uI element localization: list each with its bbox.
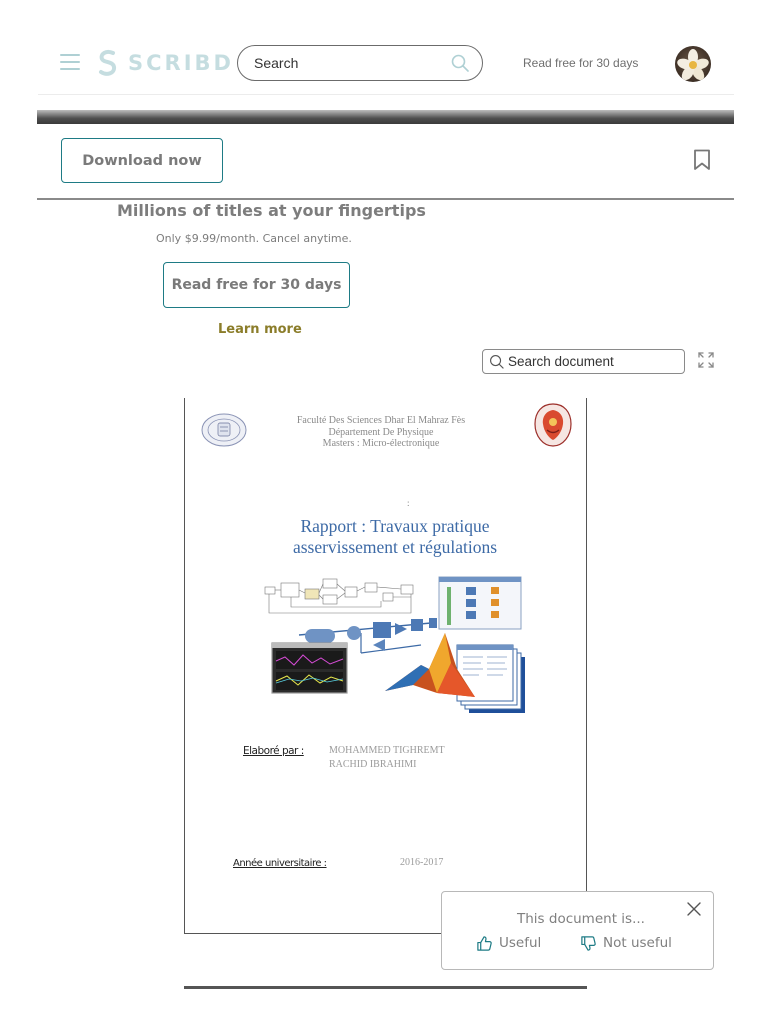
author-2: RACHID IBRAHIMI bbox=[329, 759, 417, 770]
document-title bbox=[225, 516, 565, 558]
site-search-box[interactable] bbox=[237, 45, 483, 81]
annee-universitaire-label: Année universitaire : bbox=[233, 858, 327, 869]
user-avatar[interactable] bbox=[675, 46, 711, 82]
author-1: MOHAMMED TIGHREMT bbox=[329, 745, 445, 756]
department-line: Département De Physique bbox=[328, 426, 434, 438]
simulink-block-diagram bbox=[265, 579, 413, 613]
document-search-box[interactable] bbox=[482, 349, 685, 374]
document-toolbar bbox=[37, 124, 734, 200]
not-useful-button[interactable] bbox=[580, 933, 672, 953]
not-useful-label: Not useful bbox=[603, 935, 672, 951]
separator-mark: : bbox=[407, 498, 410, 508]
document-search-input[interactable] bbox=[508, 354, 678, 369]
learn-more-link[interactable]: Learn more bbox=[218, 322, 302, 337]
authors-list bbox=[329, 744, 445, 772]
read-free-30-days-button[interactable]: Read free for 30 days bbox=[163, 262, 350, 308]
header-divider bbox=[38, 94, 734, 95]
scope-window-image bbox=[272, 643, 347, 693]
bookmark-icon[interactable] bbox=[693, 149, 711, 171]
document-title-line-1: Rapport : Travaux pratique bbox=[300, 516, 490, 536]
feedback-popup bbox=[441, 891, 714, 970]
help-browser-windows bbox=[457, 645, 525, 713]
viewer-top-strip bbox=[37, 110, 734, 124]
next-page-edge bbox=[184, 986, 587, 989]
site-search-input[interactable] bbox=[254, 55, 450, 71]
scribd-s-icon bbox=[96, 49, 120, 77]
search-icon[interactable] bbox=[450, 53, 470, 73]
university-seal-right bbox=[533, 402, 573, 448]
annee-universitaire-value: 2016-2017 bbox=[400, 857, 444, 868]
logo-text: SCRIBD bbox=[128, 51, 234, 75]
scribd-logo[interactable] bbox=[96, 48, 234, 78]
promo-subtitle: Only $9.99/month. Cancel anytime. bbox=[156, 232, 352, 245]
simulink-dialog-window bbox=[439, 577, 521, 629]
avatar-flower-image bbox=[675, 46, 711, 82]
promo-title: Millions of titles at your fingertips bbox=[117, 201, 426, 220]
useful-label: Useful bbox=[499, 935, 542, 951]
thumbs-up-icon bbox=[476, 935, 493, 952]
faculty-header bbox=[281, 415, 481, 450]
elabore-par-label: Elaboré par : bbox=[243, 745, 304, 757]
thumbs-down-icon bbox=[580, 935, 597, 952]
hamburger-menu-icon[interactable] bbox=[60, 54, 80, 70]
search-document-icon bbox=[489, 354, 504, 369]
download-now-button[interactable]: Download now bbox=[61, 138, 223, 183]
read-free-header-link[interactable]: Read free for 30 days bbox=[523, 56, 639, 70]
feedback-question: This document is... bbox=[517, 911, 645, 927]
top-navigation-bar bbox=[0, 0, 768, 96]
useful-button[interactable] bbox=[476, 933, 541, 953]
close-icon[interactable] bbox=[686, 901, 702, 917]
matlab-simulink-illustration bbox=[261, 573, 529, 718]
document-page bbox=[184, 398, 587, 934]
faculty-line: Faculté Des Sciences Dhar El Mahraz Fès bbox=[296, 415, 466, 426]
university-seal-left bbox=[201, 412, 247, 448]
masters-line: Masters : Micro-électronique bbox=[322, 438, 440, 449]
expand-icon[interactable] bbox=[697, 351, 715, 369]
document-title-line-2: asservissement et régulations bbox=[292, 537, 498, 557]
